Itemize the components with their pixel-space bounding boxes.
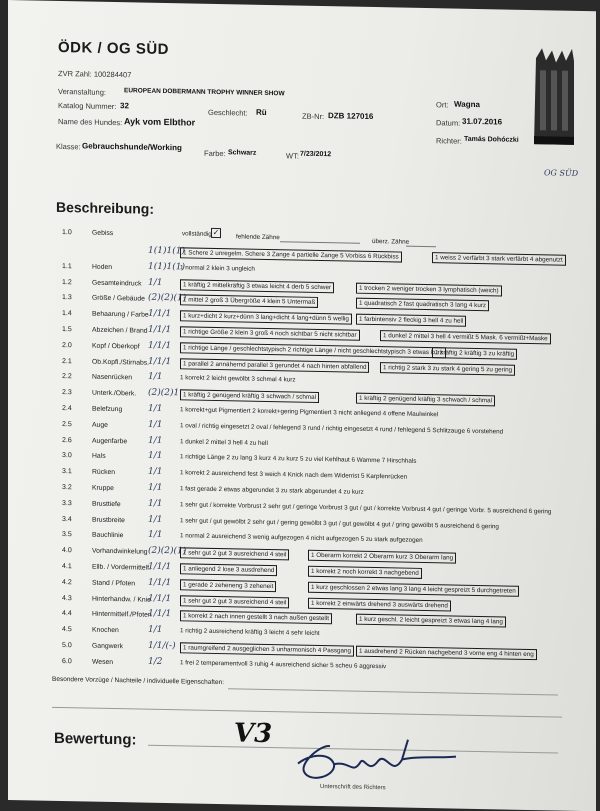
judge-value: Tamás Dohóczki <box>464 135 519 144</box>
teeth-extra: überz. Zähne <box>372 237 410 246</box>
row-selected-options: 1 kurz+dicht 2 kurz+dünn 3 lang+dicht 4 lang+dünn 5 wellig <box>180 310 352 324</box>
row-mark: 1/1/(-) <box>148 640 176 652</box>
row-secondary-options: 1 kräftig 2 genügend kräftig 3 schwach / schmal <box>356 393 495 407</box>
row-label: Größe / Gebäude <box>92 295 145 304</box>
row-selected-options: 1 sehr gut 2 gut 3 ausreichend 4 steil <box>180 547 289 560</box>
dogname-label: Name des Hundes: <box>58 116 123 128</box>
row-mark: 1/1/1 <box>148 308 172 320</box>
wt-value: 7/23/2012 <box>300 150 332 159</box>
club-title: ÖDK / OG SÜD <box>58 38 170 59</box>
missing-line <box>280 241 360 244</box>
date-value: 31.07.2016 <box>462 116 503 127</box>
row-label: Gebiss <box>92 229 114 238</box>
row-number: 1.4 <box>62 310 72 318</box>
row-selected-options: 1 richtige Größe 2 klein 3 groß 4 noch sichtbar 5 nicht sichtbar <box>180 326 360 340</box>
row-mark: 1/1 <box>148 403 163 414</box>
row-selected-options: 1 kräftig 2 mittelkräftig 3 etwas leicht 4 derb 5 schwer <box>180 279 334 293</box>
row-number: 2.5 <box>62 420 72 429</box>
row-selected-options: 1 richtige Länge / geschlechtstypisch 2 richtige Länge / nicht geschlechtstypisch 3 etwas kurz <box>180 342 446 358</box>
row-number: 4.1 <box>62 563 72 571</box>
row-options: 1 korrekt 2 ausreichend fest 3 weich 4 Knick nach dem Widerrist 5 Karpfenrücken <box>180 469 408 481</box>
row-mark: 1/1 <box>148 372 163 383</box>
zb-label: ZB-Nr: <box>302 111 325 122</box>
row-mark: (2)(2)(1) <box>148 545 187 557</box>
judge-label: Richter: <box>436 136 462 146</box>
row-selected-options: 1 anliegend 2 lose 3 ausdrehend <box>180 563 277 576</box>
row-options: 1 dunkel 2 mittel 3 hell 4 zu hell <box>180 437 268 447</box>
row-label: Hinterhandw. / Knie <box>92 595 151 604</box>
row-secondary-options: 1 trocken 2 weniger trocken 3 lymphatisch (weich) <box>356 282 502 296</box>
zb-value: DZB 127016 <box>328 111 374 122</box>
row-label: Abzeichen / Brand <box>92 326 148 335</box>
row-label: Kruppe <box>92 484 114 493</box>
row-options: 1 normal 2 ausreichend 3 wenig aufgezogen 4 nicht aufgezogen 5 zu stark aufgezogen <box>180 532 423 545</box>
row-options: 1 sehr gut / gut gewölbt 2 sehr gut / gering gewölbt 3 gut / gut gewölbt 4 gut / gring gewölbt 5 ausreichend 6 gering <box>180 516 499 531</box>
row-mark: 1/1 <box>148 514 163 525</box>
sex-value: Rü <box>256 107 267 117</box>
row-secondary-options: 1 kräftig 2 kräftig 3 zu kräftig <box>432 347 517 360</box>
teeth-complete-checkbox: ✓ <box>212 227 220 238</box>
row-label: Rücken <box>92 468 116 477</box>
row-label: Auge <box>92 421 108 429</box>
signature-label: Unterschrift des Richters <box>320 783 386 792</box>
row-secondary-options: 1 quadratisch 2 fast quadratisch 3 lang 4 kurz <box>356 298 489 312</box>
rating-value: V3 <box>234 718 273 750</box>
row-selected-options: 1 sehr gut 2 gut 3 ausreichend 4 steil <box>180 595 289 608</box>
row-options: 1 sehr gut / korrekte Vorbrust 2 sehr gut / geringe Vorbrust 3 gut / gut / korrekte Vorbrust 4 gut / geringe Vorbr. 5 ausreichend 6 gering <box>180 501 552 516</box>
club-logo-icon <box>532 48 576 161</box>
row-selected-options: 1 mittel 2 groß 3 Übergröße 4 klein 5 Untermaß <box>180 295 318 309</box>
row-mark: 1/1 <box>148 419 163 430</box>
row-mark: 1/1/1 <box>148 561 172 573</box>
row-mark: 1/1/1 <box>148 340 172 351</box>
row-secondary-options: 1 weiss 2 verfärbt 3 stark verfärbt 4 abgenutzt <box>432 252 566 266</box>
row-number: 1.5 <box>62 326 72 334</box>
special-label: Besondere Vorzüge / Nachteile / individuelle Eigenschaften: <box>52 675 224 687</box>
row-options: 1 oval / richtig eingesetzt 2 oval / fehlegend 3 rund / richtig eingesetzt 4 rund / fehlegend 5 Schlitzauge 6 vorstehend <box>180 422 504 436</box>
row-secondary-options: 1 richtig 2 stark 3 zu stark 4 gering 5 zu gering <box>380 362 515 376</box>
row-mark: 1/1/1 <box>148 593 172 604</box>
row-label: Ellb. / Vordermittelf. <box>92 563 151 572</box>
row-number: 2.3 <box>62 389 72 397</box>
row-mark: 1/1 <box>148 530 163 541</box>
dogname-value: Ayk vom Elbthor <box>124 116 196 128</box>
row-label: Hintermittelf./Pfoten <box>92 611 152 620</box>
row-mark: 1/1 <box>148 451 163 462</box>
row-number: 6.0 <box>62 657 72 666</box>
row-label: Augenfarbe <box>92 437 128 445</box>
row-number: 4.0 <box>62 547 72 555</box>
row-number: 2.2 <box>62 373 72 381</box>
catalog-value: 32 <box>120 101 129 111</box>
row-number: 5.0 <box>62 642 72 650</box>
row-number: 3.0 <box>62 452 72 460</box>
row-options: 1 korrekt+gut Pigmentiert 2 korrekt+gering Pigmentiert 3 nicht anliegend 4 offene Maulwinkel <box>180 406 439 419</box>
color-value: Schwarz <box>228 149 257 157</box>
date-label: Datum: <box>436 118 461 128</box>
row-secondary-options: 1 korrekt 2 noch korrekt 3 nachgebend <box>308 566 422 579</box>
row-secondary-options: 1 kurz geschl. 2 leicht gespreizt 3 etwas lang 4 lang <box>356 614 506 628</box>
wt-label: WT: <box>286 151 299 161</box>
row-mark: (2)(2)1 <box>148 387 180 399</box>
row-number: 2.0 <box>62 341 72 350</box>
row-mark: 1(1)1(1) <box>148 261 185 273</box>
row-mark: (2)(2)(1) <box>148 293 187 304</box>
row-secondary-options: 1 dunkel 2 mittel 3 hell 4 vermißt 5 Mask. 6 vermißt+Maske <box>380 330 551 344</box>
row-label: Belefzung <box>92 405 123 414</box>
row-label: Gesamteindruck <box>92 279 142 288</box>
section-title: Beschreibung: <box>56 198 155 217</box>
row-number: 4.2 <box>62 578 72 587</box>
class-value: Gebrauchshunde/Working <box>82 141 182 153</box>
row-mark: 1/2 <box>148 656 163 667</box>
event-label: Veranstaltung: <box>58 86 106 97</box>
row-secondary-options: 1 korrekt 2 einwärts drehend 3 auswärts drehend <box>308 597 451 611</box>
sex-label: Geschlecht: <box>208 107 248 118</box>
row-mark: 1(1)1(1) <box>148 245 185 257</box>
row-options: 1 richtig 2 ausreichend kräftig 3 leicht 4 sehr leicht <box>180 627 320 638</box>
row-options: 1 frei 2 temperamentvoll 3 ruhig 4 ausreichend sicher 5 scheu 6 aggressiv <box>180 659 387 671</box>
judge-signature-icon <box>290 723 460 792</box>
row-number: 3.1 <box>62 468 72 476</box>
row-label: Knochen <box>92 626 119 635</box>
row-label: Ob.Kopfl./Stirnabs. <box>92 358 150 367</box>
row-secondary-options: 1 Oberarm korrekt 2 Oberarm kurz 3 Oberarm lang <box>308 550 456 564</box>
row-label: Behaarung / Farbe <box>92 310 149 319</box>
row-mark: 1/1 <box>148 624 163 636</box>
row-secondary-options: 1 farbintensiv 2 fleckig 3 hell 4 zu hell <box>356 314 466 327</box>
row-secondary-options: 1 kurz geschlossen 2 etwas lang 3 lang 4 leicht gespreizt 5 durchgetreten <box>308 582 519 597</box>
row-mark: 1/1 <box>148 498 163 509</box>
row-number: 1.3 <box>62 294 72 302</box>
row-number: 3.5 <box>62 531 72 539</box>
row-label: Brusttiefe <box>92 500 121 508</box>
evaluation-sheet <box>8 0 596 811</box>
row-number: 1.2 <box>62 278 72 286</box>
row-number: 4.3 <box>62 594 72 602</box>
special-line-2 <box>52 707 562 718</box>
teeth-complete: vollständig <box>182 230 212 238</box>
row-selected-options: 1 Schere 2 unregelm. Schere 3 Zange 4 partielle Zange 5 Vorbiss 6 Rückbiss <box>180 247 402 262</box>
class-label: Klasse: <box>56 141 81 152</box>
rating-label: Bewertung: <box>54 729 137 749</box>
row-selected-options: 1 kräftig 2 genügend kräftig 3 schwach / schmal <box>180 389 319 403</box>
row-mark: 1/1 <box>148 466 163 478</box>
row-label: Wesen <box>92 658 114 666</box>
row-number: 2.1 <box>62 357 72 365</box>
logo-caption: OG SÜD <box>544 168 579 178</box>
row-options: 1 richtige Länge 2 zu lang 3 kurz 4 zu kurz 5 zu viel Kehlhaut 6 Wamme 7 Hirschhals <box>180 453 417 466</box>
row-mark: 1/1/1 <box>148 356 172 367</box>
row-number: 2.6 <box>62 436 72 444</box>
catalog-label: Katalog Nummer: <box>58 100 117 112</box>
event-value: EUROPEAN DOBERMANN TROPHY WINNER SHOW <box>124 87 285 98</box>
row-label: Nasenrücken <box>92 374 133 382</box>
row-label: Kopf / Oberkopf <box>92 342 140 351</box>
row-mark: 1/1 <box>148 277 163 288</box>
row-options: 1 normal 2 klein 3 ungleich <box>180 264 255 273</box>
row-mark: 1/1/1 <box>148 609 172 620</box>
row-mark: 1/1 <box>148 482 163 493</box>
location-label: Ort: <box>436 100 449 110</box>
row-label: Hals <box>92 453 106 461</box>
teeth-missing: fehlende Zähne <box>236 233 280 242</box>
row-label: Stand / Pfoten <box>92 579 136 588</box>
row-number: 3.3 <box>62 499 72 508</box>
row-number: 4.4 <box>62 610 72 618</box>
row-label: Brustbreite <box>92 516 125 524</box>
color-label: Farbe: <box>204 148 226 159</box>
row-label: Hoden <box>92 263 113 271</box>
location-value: Wagna <box>454 99 480 110</box>
row-number: 3.4 <box>62 515 72 523</box>
row-selected-options: 1 gerade 2 zeheneng 3 zeheneit <box>180 579 276 592</box>
row-number: 1.0 <box>62 229 72 237</box>
row-selected-options: 1 parallel 2 annähernd parallel 3 gerundet 4 nach hinten abfallend <box>180 358 369 373</box>
row-label: Unterk./Oberk. <box>92 389 137 398</box>
row-secondary-options: 1 ausdrehend 2 Rücken nachgebend 3 vorne eng 4 hinten eng <box>356 646 537 660</box>
row-options: 1 korrekt 2 leicht gewölbt 3 schmal 4 kurz <box>180 374 296 384</box>
row-mark: 1/1/1 <box>148 577 172 588</box>
row-number: 3.2 <box>62 484 72 492</box>
row-options: 1 fast gerade 2 etwas abgerundet 3 zu stark abgerundet 4 zu kurz <box>180 485 364 496</box>
row-label: Bauchlinie <box>92 532 124 540</box>
row-selected-options: 1 korrekt 2 nach innen gestellt 3 nach außen gestellt <box>180 611 332 625</box>
extra-line <box>406 246 436 248</box>
row-number: 1.1 <box>62 262 72 271</box>
special-line-1 <box>228 688 558 695</box>
row-mark: 1/1 <box>148 435 163 446</box>
row-number: 4.5 <box>62 626 72 634</box>
row-number: 2.4 <box>62 405 72 413</box>
row-label: Vorhandwinkelung <box>92 547 148 556</box>
row-mark: 1/1/1 <box>148 324 172 336</box>
zvr-number: ZVR Zahl: 100284407 <box>58 68 132 80</box>
row-selected-options: 1 raumgreifend 2 ausgeglichen 3 unharmonisch 4 Passgang <box>180 642 354 656</box>
row-label: Gangwerk <box>92 642 123 651</box>
